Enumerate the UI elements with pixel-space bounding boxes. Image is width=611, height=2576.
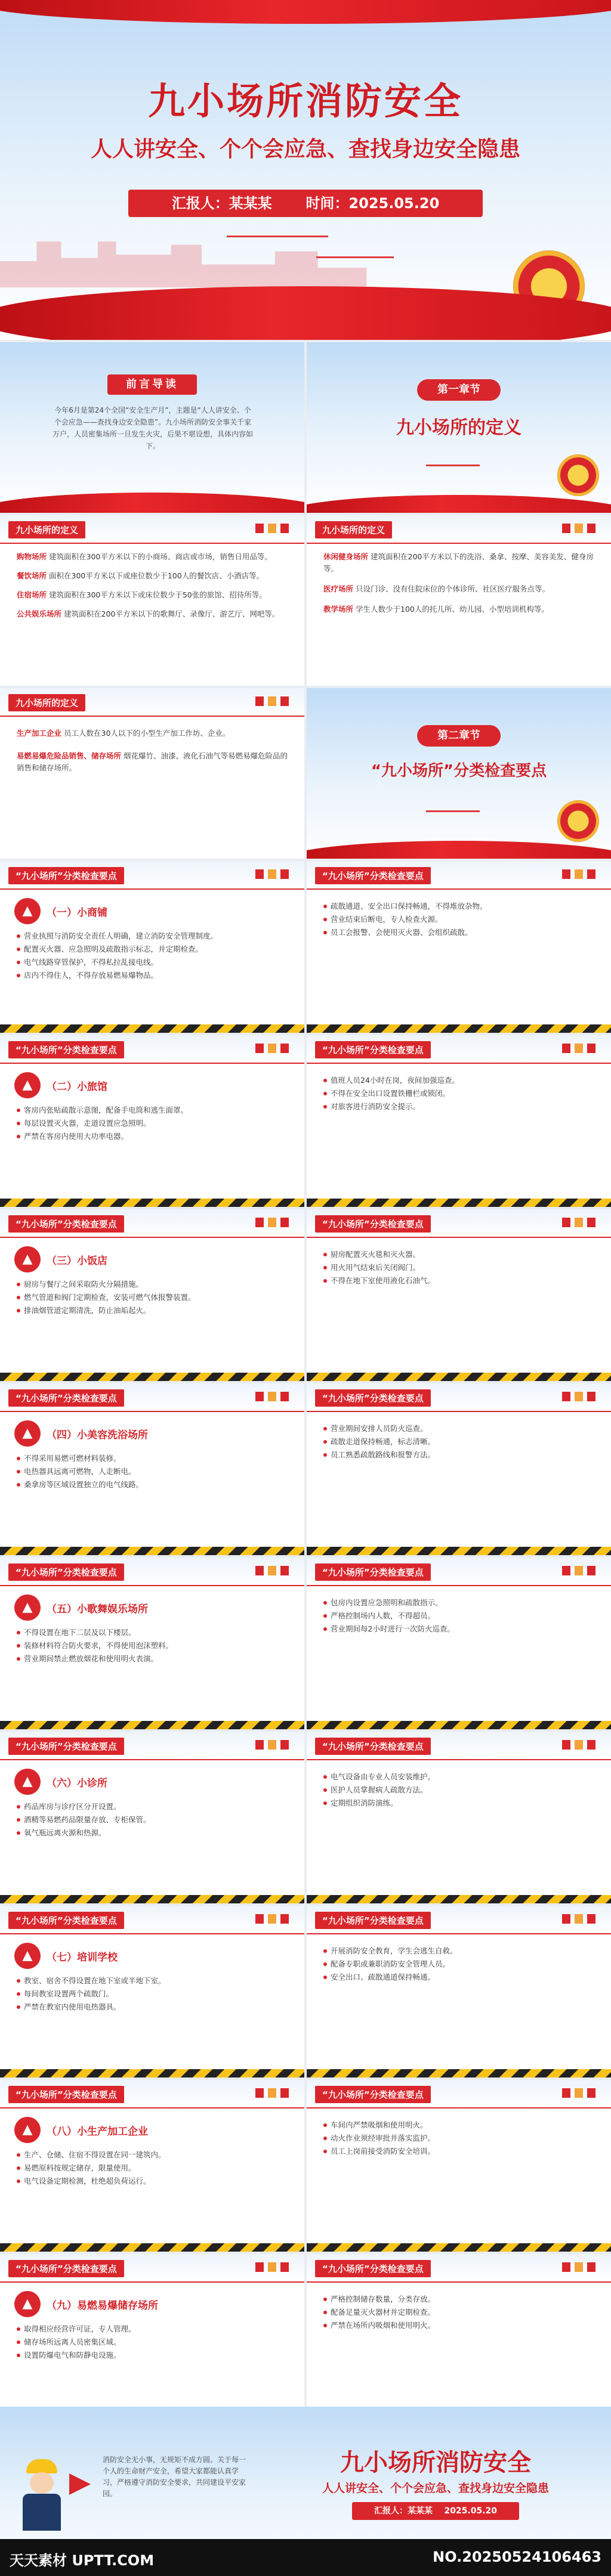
- inspect-tag: “九小场所”分类检查要点: [8, 1912, 124, 1929]
- checklist-item: 排油烟管道定期清洗，防止油垢起火。: [16, 1305, 287, 1316]
- closing-subtitle: 人人讲安全、个个会应急、查找身边安全隐患: [322, 2482, 549, 2495]
- slide-header: [0, 1209, 304, 1238]
- hazard-stripe: [0, 1547, 304, 1555]
- checklist-item: 员工上岗前接受消防安全培训。: [322, 2145, 594, 2157]
- checklist-item: 员工熟悉疏散路线和报警方法。: [322, 1449, 594, 1460]
- hazard-stripe: [307, 1721, 611, 1729]
- slide-header: [307, 861, 611, 890]
- def-item: [323, 603, 598, 615]
- checklist-item: 教室、宿舍不得设置在地下室或半地下室。: [16, 1975, 287, 1986]
- checklist-item: 严格控制储存数量，分类存放。: [322, 2293, 594, 2305]
- inspect-tag: “九小场所”分类检查要点: [8, 1738, 124, 1755]
- hazard-stripe: [0, 1373, 304, 1381]
- bottom-ribbon: [307, 841, 611, 859]
- checklist-item: 燃气管道和阀门定期检查，安装可燃气体报警装置。: [16, 1292, 287, 1303]
- checklist-item: 生产、仓储、住宿不得设置在同一建筑内。: [16, 2149, 287, 2160]
- checklist-item: 电气线路穿管保护，不得私拉乱接电线。: [16, 956, 287, 968]
- slide-header: [0, 1906, 304, 1934]
- checklist: [322, 2119, 594, 2159]
- checklist: [16, 930, 287, 983]
- inspection-slide-left: [0, 861, 304, 1033]
- checklist: [322, 2293, 594, 2333]
- inspect-tag: “九小场所”分类检查要点: [8, 1215, 124, 1233]
- def-text: 建筑面积在200平方米以下的洗浴、桑拿、按摩、美容美发、健身房等。: [323, 552, 594, 573]
- fire-safety-icon: ▲: [14, 898, 41, 924]
- def-name: 易燃易爆危险品销售、储存场所: [17, 751, 122, 760]
- slide-header: [0, 861, 304, 890]
- def-item: [17, 750, 291, 774]
- checklist-item: 电气设备定期检测，杜绝超负荷运行。: [16, 2175, 287, 2187]
- checklist-item: 值班人员24小时在岗，夜间加强巡查。: [322, 1075, 594, 1086]
- def-text: 学生人数少于100人的托儿所、幼儿园、小型培训机构等。: [356, 605, 549, 614]
- footer-brand: 天天素材 UPTT.COM: [10, 2552, 155, 2569]
- checklist-item: 营业执照与消防安全责任人明确，建立消防安全管理制度。: [16, 930, 287, 942]
- def-text: 只设门诊、没有住院床位的个体诊所、社区医疗服务点等。: [356, 584, 550, 593]
- inspection-slide-left: [0, 1035, 304, 1207]
- def-item: [323, 583, 598, 595]
- section-heading: [14, 1769, 107, 1795]
- def-text: 建筑面积在300平方米以下的小商场、商店或市场，销售日用品等。: [49, 552, 272, 561]
- checklist-item: 营业期间安排人员防火巡查。: [322, 1423, 594, 1434]
- checklist: [322, 1423, 594, 1462]
- checklist-item: 严禁在客房内使用大功率电器。: [16, 1131, 287, 1142]
- section-title: （八）小生产加工企业: [47, 2125, 148, 2138]
- slide-header: [0, 515, 304, 544]
- checklist-item: 桑拿房等区域设置独立的电气线路。: [16, 1479, 287, 1490]
- chapter1-title: 九小场所的定义: [396, 417, 521, 438]
- closing-info-bar: [352, 2502, 519, 2520]
- crane-icon: [316, 256, 394, 258]
- checklist-item: 店内不得住人，不得存放易燃易爆物品。: [16, 970, 287, 981]
- fire-safety-icon: ▲: [14, 1943, 41, 1969]
- def-text: 烟花爆竹、油漆、液化石油气等易燃易爆危险品的销售和储存场所。: [17, 751, 288, 772]
- fire-safety-icon: ▲: [14, 2117, 41, 2143]
- checklist: [322, 1771, 594, 1810]
- fire-safety-icon: ▲: [14, 1246, 41, 1272]
- checklist-item: 储存场所远离人员密集区域。: [16, 2336, 287, 2348]
- hazard-stripe: [307, 2243, 611, 2252]
- hazard-stripe: [307, 1199, 611, 1207]
- checklist-item: 医护人员掌握病人疏散方法。: [322, 1784, 594, 1795]
- checklist-item: 营业期间每2小时进行一次防火巡查。: [322, 1623, 594, 1634]
- inspection-slide-right: [307, 861, 611, 1033]
- section-heading: [14, 1594, 148, 1621]
- hazard-stripe: [0, 2243, 304, 2252]
- checklist: [16, 1801, 287, 1840]
- reporter-label: 汇报人：某某某: [171, 195, 272, 212]
- slide-header: [307, 1906, 611, 1934]
- preface-slide: [0, 342, 304, 513]
- hazard-stripe: [0, 1199, 304, 1207]
- watermark-footer: [0, 2539, 611, 2576]
- cover-title: 九小场所消防安全: [147, 79, 463, 123]
- inspect-tag: “九小场所”分类检查要点: [315, 2086, 431, 2103]
- checklist-item: 不得采用易燃可燃材料装修。: [16, 1453, 287, 1464]
- inspect-tag: “九小场所”分类检查要点: [315, 1215, 431, 1233]
- checklist-item: 酒精等易燃药品限量存放、专柜保管。: [16, 1814, 287, 1825]
- checklist-item: 电热器具远离可燃物，人走断电。: [16, 1466, 287, 1477]
- preface-text: 今年6月是第24个全国“安全生产月”，主题是“人人讲安全、个个会应急——查找身边安全隐患”。九小场所消防安全事关千家万户，人员密集场所一旦发生火灾，后果不堪设想，具体内容如下。: [52, 406, 253, 450]
- def-item: [323, 551, 598, 575]
- inspection-slide-right: [307, 2080, 611, 2252]
- inspection-slide-left: [0, 2080, 304, 2252]
- checklist: [322, 1597, 594, 1636]
- inspect-tag: “九小场所”分类检查要点: [315, 1389, 431, 1407]
- inspect-tag: “九小场所”分类检查要点: [8, 2260, 124, 2277]
- slide-header: [0, 2080, 304, 2109]
- slide-header: [307, 1209, 611, 1238]
- bottom-ribbon: [0, 493, 304, 513]
- crane-icon: [426, 810, 480, 812]
- inspection-slide-left: [0, 1906, 304, 2077]
- top-ribbon: [0, 0, 611, 24]
- header-decoration: [255, 1218, 297, 1227]
- def-name: 购物场所: [17, 552, 47, 561]
- checklist-item: 对旅客进行消防安全提示。: [322, 1101, 594, 1112]
- header-decoration: [562, 1914, 604, 1924]
- fire-safety-icon: ▲: [14, 1072, 41, 1098]
- chapter2-slide: [307, 688, 611, 859]
- checklist-item: 不得在安全出口设置铁栅栏或锁闭。: [322, 1088, 594, 1099]
- header-decoration: [255, 869, 297, 879]
- checklist-item: 疏散走道保持畅通，标志清晰。: [322, 1436, 594, 1447]
- inspection-slide-right: [307, 2254, 611, 2426]
- section-title: （九）易燃易爆储存场所: [47, 2299, 158, 2312]
- header-decoration: [255, 1566, 297, 1575]
- checklist-item: 配备专职或兼职消防安全管理人员。: [322, 1958, 594, 1970]
- checklist-item: 装修材料符合防火要求，不得使用泡沫塑料。: [16, 1640, 287, 1651]
- checklist-item: 氧气瓶远离火源和热源。: [16, 1827, 287, 1838]
- slide-header: [0, 1383, 304, 1412]
- checklist: [322, 1075, 594, 1114]
- checklist-item: 设置防爆电气和防静电设施。: [16, 2349, 287, 2361]
- section-heading: [14, 1943, 118, 1969]
- inspection-slide-right: [307, 1209, 611, 1381]
- inspection-slide-left: [0, 1209, 304, 1381]
- fire-safety-icon: ▲: [14, 2291, 41, 2317]
- cover-subtitle: 人人讲安全、个个会应急、查找身边安全隐患: [90, 137, 520, 162]
- hazard-stripe: [307, 1373, 611, 1381]
- section-title: （三）小饭店: [47, 1255, 107, 1267]
- section-title: （六）小诊所: [47, 1777, 107, 1789]
- def-text: 面积在300平方米以下或座位数少于100人的餐饮店、小酒店等。: [49, 571, 264, 580]
- checklist: [322, 1945, 594, 1984]
- hazard-stripe: [0, 1721, 304, 1729]
- inspect-tag: “九小场所”分类检查要点: [8, 867, 124, 884]
- closing-title: 九小场所消防安全: [340, 2449, 531, 2476]
- slide-header: [0, 2254, 304, 2283]
- section-heading: [14, 1420, 148, 1447]
- closing-date: 2025.05.20: [444, 2506, 498, 2516]
- definitions-slide-3: [0, 688, 304, 859]
- definitions-slide-1: [0, 515, 304, 686]
- header-decoration: [562, 524, 604, 533]
- def-text: 员工人数在30人以下的小型生产加工作坊、企业。: [64, 729, 230, 738]
- megaphone-icon: [69, 2473, 91, 2495]
- def-list-more: [17, 727, 291, 785]
- def-item: [17, 608, 291, 620]
- hazard-stripe: [307, 1895, 611, 1903]
- checklist-item: 营业结束后断电，专人检查火源。: [322, 914, 594, 925]
- def-text: 建筑面积在200平方米以下的歌舞厅、录像厅、游艺厅、网吧等。: [64, 609, 280, 618]
- checklist-item: 车间内严禁吸烟和使用明火。: [322, 2119, 594, 2131]
- def-text: 建筑面积在300平方米以下或床位数少于50张的旅馆、招待所等。: [49, 590, 267, 599]
- closing-slide: [0, 2407, 611, 2576]
- inspect-tag: “九小场所”分类检查要点: [8, 2086, 124, 2103]
- cover-info-bar: [128, 190, 483, 217]
- inspect-tag: “九小场所”分类检查要点: [315, 1041, 431, 1058]
- slide-header: [0, 688, 304, 717]
- chapter1-badge: 第一章节: [417, 379, 501, 401]
- header-decoration: [562, 2262, 604, 2272]
- header-decoration: [255, 1740, 297, 1750]
- def-item: [17, 589, 291, 601]
- hazard-stripe: [307, 1024, 611, 1033]
- section-title: （七）培训学校: [47, 1951, 118, 1964]
- def-name: 生产加工企业: [17, 729, 62, 738]
- checklist: [322, 1249, 594, 1288]
- inspection-slide-right: [307, 1732, 611, 1903]
- def-name: 公共娱乐场所: [17, 609, 62, 618]
- slide-header: [307, 1035, 611, 1064]
- checklist-item: 每层设置灭火器，走道设置应急照明。: [16, 1117, 287, 1129]
- inspection-slide-right: [307, 1558, 611, 1729]
- checklist-item: 厨房配置灭火毯和灭火器。: [322, 1249, 594, 1260]
- def-item: [17, 551, 291, 563]
- section-heading: [14, 1072, 107, 1098]
- inspect-tag: “九小场所”分类检查要点: [8, 1389, 124, 1407]
- header-decoration: [562, 1218, 604, 1227]
- def-name: 医疗场所: [323, 584, 354, 593]
- header-decoration: [562, 2088, 604, 2098]
- inspection-slide-left: [0, 2254, 304, 2426]
- bottom-ribbon: [0, 286, 611, 340]
- checklist-item: 客房内张贴疏散示意图，配备手电筒和逃生面罩。: [16, 1104, 287, 1116]
- checklist-item: 疏散通道、安全出口保持畅通，不得堆放杂物。: [322, 900, 594, 912]
- checklist: [16, 1453, 287, 1492]
- inspect-tag: “九小场所”分类检查要点: [315, 2260, 431, 2277]
- section-heading: [14, 2117, 148, 2143]
- checklist-item: 定期组织消防演练。: [322, 1797, 594, 1809]
- slide-header: [307, 1558, 611, 1586]
- header-decoration: [255, 1392, 297, 1401]
- slide-header: [0, 1035, 304, 1064]
- def-name: 餐饮场所: [17, 571, 47, 580]
- slide-header: [307, 1383, 611, 1412]
- fire-safety-icon: ▲: [14, 1769, 41, 1795]
- chapter2-title: “九小场所”分类检查要点: [371, 762, 547, 780]
- def-tag: 九小场所的定义: [8, 521, 85, 538]
- slide-header: [307, 2254, 611, 2283]
- def-name: 休闲健身场所: [323, 552, 369, 561]
- header-decoration: [562, 1392, 604, 1401]
- checklist: [16, 2323, 287, 2363]
- def-name: 教学场所: [323, 605, 354, 614]
- checklist-item: 易燃原料按规定储存，限量使用。: [16, 2162, 287, 2174]
- slide-header: [307, 1732, 611, 1760]
- def-list-left: [17, 551, 291, 627]
- inspection-slide-right: [307, 1906, 611, 2077]
- fire-safety-icon: ▲: [14, 1420, 41, 1447]
- checklist-item: 取得相应经营许可证，专人管理。: [16, 2323, 287, 2334]
- def-item: [17, 727, 291, 739]
- chapter1-slide: [307, 342, 611, 513]
- header-decoration: [255, 1044, 297, 1053]
- inspection-slide-right: [307, 1035, 611, 1207]
- header-decoration: [255, 696, 297, 706]
- section-heading: [14, 898, 107, 924]
- closing-note: 消防安全无小事，无规矩不成方圆。关于每一个人的生命财产安全，希望大家都能认真学习，严格遵守消防安全要求，共同建设平安家园。: [103, 2456, 246, 2498]
- hazard-stripe: [0, 2069, 304, 2077]
- safety-worker-illustration: [17, 2459, 67, 2531]
- checklist: [16, 1627, 287, 1666]
- def-list-right: [323, 551, 598, 624]
- header-decoration: [255, 1914, 297, 1924]
- checklist-item: 电气设备由专业人员安装维护。: [322, 1771, 594, 1782]
- slide-header: [0, 1732, 304, 1760]
- bottom-ribbon: [307, 495, 611, 513]
- def-item: [17, 570, 291, 582]
- checklist: [322, 900, 594, 940]
- checklist-item: 配置灭火器、应急照明及疏散指示标志，并定期检查。: [16, 943, 287, 955]
- checklist-item: 药品库房与诊疗区分开设置。: [16, 1801, 287, 1812]
- checklist: [16, 1278, 287, 1318]
- slide-header: [307, 515, 611, 544]
- checklist-item: 配备足量灭火器材并定期检查。: [322, 2306, 594, 2318]
- hazard-stripe: [0, 1024, 304, 1033]
- inspect-tag: “九小场所”分类检查要点: [8, 1041, 124, 1058]
- checklist-item: 用火用气结束后关闭阀门。: [322, 1262, 594, 1273]
- header-decoration: [562, 869, 604, 879]
- inspect-tag: “九小场所”分类检查要点: [315, 867, 431, 884]
- header-decoration: [255, 2088, 297, 2098]
- checklist: [16, 1975, 287, 2014]
- checklist-item: 安全出口、疏散通道保持畅通。: [322, 1971, 594, 1983]
- checklist: [16, 1104, 287, 1144]
- checklist-item: 不得设置在地下二层及以下楼层。: [16, 1627, 287, 1638]
- def-name: 住宿场所: [17, 590, 47, 599]
- checklist: [16, 2149, 287, 2188]
- checklist-item: 每间教室设置两个疏散门。: [16, 1988, 287, 1999]
- inspection-slide-right: [307, 1383, 611, 1555]
- slide-header: [0, 1558, 304, 1586]
- checklist-item: 严禁在场所内吸烟和使用明火。: [322, 2320, 594, 2331]
- section-title: （四）小美容洗浴场所: [47, 1429, 148, 1441]
- chapter2-badge: 第二章节: [417, 725, 501, 747]
- footer-code: NO.20250524106463: [433, 2549, 601, 2565]
- cover-slide: [0, 0, 611, 340]
- closing-reporter: 汇报人：某某某: [374, 2506, 433, 2516]
- inspection-slide-left: [0, 1383, 304, 1555]
- section-heading: [14, 2291, 158, 2317]
- section-title: （一）小商铺: [47, 906, 107, 919]
- hazard-stripe: [0, 1895, 304, 1903]
- slide-header: [307, 2080, 611, 2109]
- inspect-tag: “九小场所”分类检查要点: [315, 1912, 431, 1929]
- crane-icon: [426, 465, 480, 466]
- inspect-tag: “九小场所”分类检查要点: [8, 1563, 124, 1581]
- checklist-item: 包房内设置应急照明和疏散指示。: [322, 1597, 594, 1608]
- preface-badge: 前言导读: [107, 374, 197, 395]
- section-title: （二）小旅馆: [47, 1080, 107, 1093]
- header-decoration: [255, 524, 297, 533]
- section-title: （五）小歌舞娱乐场所: [47, 1603, 148, 1615]
- checklist-item: 动火作业须经审批并落实监护。: [322, 2132, 594, 2144]
- header-decoration: [562, 1566, 604, 1575]
- inspect-tag: “九小场所”分类检查要点: [315, 1563, 431, 1581]
- inspect-tag: “九小场所”分类检查要点: [315, 1738, 431, 1755]
- checklist-item: 厨房与餐厅之间采取防火分隔措施。: [16, 1278, 287, 1290]
- def-tag: 九小场所的定义: [315, 521, 392, 538]
- checklist-item: 营业期间禁止燃放烟花和使用明火表演。: [16, 1653, 287, 1664]
- crane-icon: [227, 236, 328, 237]
- checklist-item: 严格控制场内人数，不得超员。: [322, 1610, 594, 1621]
- inspection-slide-left: [0, 1558, 304, 1729]
- emblem-icon: [557, 800, 599, 842]
- header-decoration: [562, 1044, 604, 1053]
- time-label: 时间：2025.05.20: [306, 195, 440, 212]
- definitions-slide-2: [307, 515, 611, 686]
- checklist-item: 员工会报警、会使用灭火器、会组织疏散。: [322, 927, 594, 938]
- checklist-item: 严禁在教室内使用电热器具。: [16, 2001, 287, 2012]
- fire-safety-icon: ▲: [14, 1594, 41, 1621]
- def-tag: 九小场所的定义: [8, 694, 85, 711]
- header-decoration: [562, 1740, 604, 1750]
- emblem-icon: [557, 454, 599, 496]
- section-heading: [14, 1246, 107, 1272]
- inspection-slide-left: [0, 1732, 304, 1903]
- hazard-stripe: [307, 1547, 611, 1555]
- checklist-item: 不得在地下室使用液化石油气。: [322, 1275, 594, 1286]
- hazard-stripe: [307, 2069, 611, 2077]
- header-decoration: [255, 2262, 297, 2272]
- checklist-item: 开展消防安全教育，学生会逃生自救。: [322, 1945, 594, 1956]
